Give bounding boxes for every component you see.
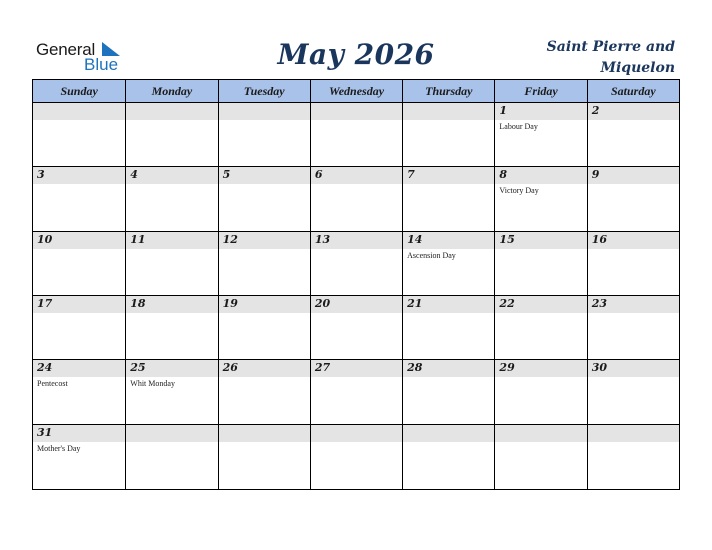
day-number-band bbox=[219, 425, 310, 442]
day-number-band bbox=[495, 232, 586, 249]
day-cell bbox=[587, 425, 679, 489]
day-number: 15 bbox=[499, 232, 515, 246]
weekday-sunday: Sunday bbox=[60, 84, 98, 98]
day-number-band bbox=[403, 425, 494, 442]
day-number-band bbox=[495, 296, 586, 313]
day-number: 6 bbox=[314, 168, 323, 182]
day-cell bbox=[33, 296, 125, 359]
day-cell bbox=[402, 232, 494, 295]
day-number: 30 bbox=[591, 361, 608, 375]
day-cell bbox=[125, 103, 217, 166]
day-number-band bbox=[219, 360, 310, 377]
day-cell bbox=[494, 296, 586, 359]
day-cell bbox=[494, 360, 586, 423]
holiday-label: Pentecost bbox=[37, 379, 68, 389]
region-label bbox=[475, 37, 675, 79]
weekday-saturday: Saturday bbox=[587, 80, 679, 102]
day-cell bbox=[33, 232, 125, 295]
day-number: 11 bbox=[130, 232, 146, 246]
day-cell bbox=[125, 167, 217, 230]
day-number-band bbox=[495, 360, 586, 377]
weekday-wednesday: Wednesday bbox=[310, 80, 402, 102]
day-number: 7 bbox=[407, 168, 415, 182]
day-number: 24 bbox=[37, 361, 53, 375]
day-cell bbox=[402, 360, 494, 423]
day-cell bbox=[494, 232, 586, 295]
holiday-label: Mother's Day bbox=[37, 443, 81, 453]
day-number-band bbox=[588, 296, 679, 313]
day-number-band bbox=[495, 167, 586, 184]
day-number-band bbox=[588, 360, 679, 377]
week-row bbox=[33, 425, 679, 489]
day-cell bbox=[587, 232, 679, 295]
day-number: 25 bbox=[130, 361, 146, 375]
day-number: 4 bbox=[130, 168, 138, 182]
day-cell bbox=[402, 167, 494, 230]
day-number-band bbox=[126, 296, 217, 313]
day-cell bbox=[310, 103, 402, 166]
day-cell bbox=[494, 425, 586, 489]
day-cell bbox=[125, 360, 217, 423]
holiday-label: Whit Monday bbox=[130, 379, 175, 389]
day-cell bbox=[587, 103, 679, 166]
day-number: 23 bbox=[591, 297, 608, 310]
holiday-label: Labour Day bbox=[499, 122, 538, 131]
day-number-band bbox=[588, 232, 679, 249]
day-cell bbox=[125, 296, 217, 359]
day-number: 8 bbox=[499, 168, 508, 182]
logo-text-blue: Blue bbox=[84, 55, 119, 74]
weekday-monday: Monday bbox=[125, 80, 217, 102]
week-row bbox=[33, 103, 679, 167]
day-number-band bbox=[403, 296, 494, 313]
day-number-band bbox=[588, 103, 679, 120]
day-number-band bbox=[311, 360, 402, 377]
day-number: 26 bbox=[222, 361, 238, 375]
day-number: 17 bbox=[37, 297, 53, 310]
day-number: 22 bbox=[499, 297, 515, 310]
week-row bbox=[33, 360, 679, 424]
day-number-band bbox=[126, 167, 217, 184]
day-number-band bbox=[33, 360, 125, 377]
day-cell bbox=[218, 425, 310, 489]
day-cell bbox=[310, 167, 402, 230]
day-number-band bbox=[126, 103, 217, 120]
day-cell bbox=[310, 360, 402, 423]
day-number-band bbox=[311, 296, 402, 313]
weekday-tuesday: Tuesday bbox=[218, 80, 310, 102]
region-line-2: Miquelon bbox=[600, 60, 675, 76]
holiday-label: Ascension Day bbox=[407, 250, 456, 260]
day-number: 12 bbox=[222, 232, 238, 246]
day-number-band bbox=[33, 296, 125, 313]
calendar-title: May 2026 bbox=[277, 38, 435, 71]
day-cell bbox=[587, 296, 679, 359]
day-number-band bbox=[219, 296, 310, 313]
day-number-band bbox=[403, 232, 494, 249]
day-number: 10 bbox=[37, 232, 53, 246]
day-number-band bbox=[403, 360, 494, 377]
logo-text-general: General bbox=[36, 40, 96, 59]
day-number: 18 bbox=[130, 297, 146, 310]
day-number: 14 bbox=[407, 232, 423, 246]
day-number: 5 bbox=[222, 168, 231, 182]
weekday-header-row bbox=[33, 80, 679, 103]
day-number: 27 bbox=[314, 361, 331, 375]
day-cell bbox=[587, 360, 679, 423]
day-cell bbox=[310, 425, 402, 489]
day-cell bbox=[33, 360, 125, 423]
day-number: 28 bbox=[407, 361, 423, 375]
day-cell bbox=[587, 167, 679, 230]
day-cell bbox=[218, 167, 310, 230]
weekday-thursday: Thursday bbox=[402, 80, 494, 102]
day-number: 3 bbox=[37, 168, 45, 182]
day-number: 2 bbox=[591, 104, 600, 117]
day-number: 29 bbox=[499, 361, 515, 375]
day-cell bbox=[310, 232, 402, 295]
day-number-band bbox=[33, 425, 125, 442]
day-cell bbox=[494, 103, 586, 166]
day-cell bbox=[218, 103, 310, 166]
week-row bbox=[33, 167, 679, 231]
day-cell bbox=[218, 232, 310, 295]
day-cell bbox=[402, 296, 494, 359]
day-cell bbox=[402, 103, 494, 166]
day-number: 31 bbox=[37, 425, 53, 439]
day-number-band bbox=[311, 232, 402, 249]
day-cell bbox=[125, 425, 217, 489]
week-row bbox=[33, 232, 679, 296]
day-cell bbox=[33, 425, 125, 489]
day-number: 1 bbox=[499, 104, 508, 117]
day-cell bbox=[218, 296, 310, 359]
holiday-label: Victory Day bbox=[499, 186, 539, 196]
day-number: 13 bbox=[314, 232, 331, 246]
week-row bbox=[33, 296, 679, 360]
day-cell bbox=[218, 360, 310, 423]
day-number-band bbox=[403, 167, 494, 184]
day-cell bbox=[125, 232, 217, 295]
day-number-band bbox=[33, 167, 125, 184]
day-number-band bbox=[126, 232, 217, 249]
day-number-band bbox=[219, 167, 310, 184]
day-number-band bbox=[33, 232, 125, 249]
day-number-band bbox=[311, 167, 402, 184]
day-cell bbox=[33, 103, 125, 166]
day-number-band bbox=[311, 425, 402, 442]
day-number-band bbox=[219, 232, 310, 249]
day-cell bbox=[402, 425, 494, 489]
day-number-band bbox=[495, 425, 586, 442]
day-number-band bbox=[219, 103, 310, 120]
day-number: 19 bbox=[222, 297, 238, 310]
calendar-grid bbox=[32, 79, 680, 490]
day-number-band bbox=[126, 425, 217, 442]
day-number-band bbox=[33, 103, 125, 120]
region-line-1: Saint Pierre and bbox=[546, 39, 675, 55]
day-number-band bbox=[403, 103, 494, 120]
day-number-band bbox=[588, 167, 679, 184]
day-cell bbox=[494, 167, 586, 230]
weeks-container bbox=[33, 103, 679, 489]
day-number: 20 bbox=[314, 297, 331, 310]
weekday-friday: Friday bbox=[494, 80, 586, 102]
day-number-band bbox=[311, 103, 402, 120]
day-number: 9 bbox=[591, 168, 600, 182]
day-number-band bbox=[588, 425, 679, 442]
day-cell bbox=[33, 167, 125, 230]
day-number-band bbox=[126, 360, 217, 377]
day-number: 16 bbox=[591, 232, 608, 246]
day-number: 21 bbox=[407, 297, 423, 310]
day-number-band bbox=[495, 103, 586, 120]
day-cell bbox=[310, 296, 402, 359]
